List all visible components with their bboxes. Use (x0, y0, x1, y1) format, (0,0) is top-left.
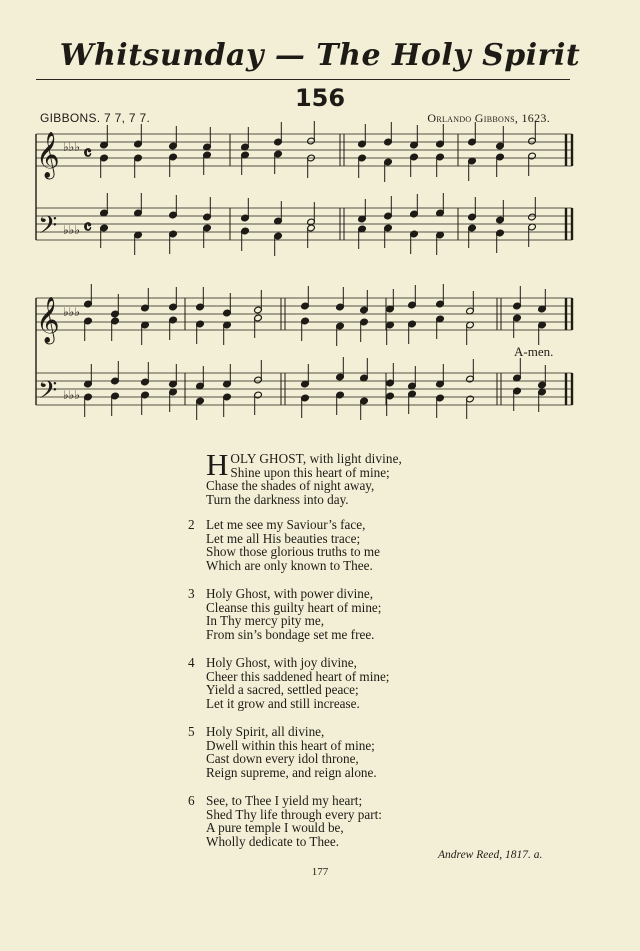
treble-clef-icon: 𝄞 (36, 132, 60, 178)
drop-cap: H (206, 447, 229, 482)
flat-sign-icon: ♭♭♭ (63, 305, 80, 319)
verse-line: OLY GHOST, with light divine, (230, 451, 402, 466)
verse-line: Dwell within this heart of mine; (206, 737, 375, 753)
verse-text (206, 518, 380, 572)
verse-line: Cheer this saddened heart of mine; (206, 668, 390, 684)
flat-sign-icon: ♭♭♭ (63, 140, 80, 154)
verse-line: Cleanse this guilty heart of mine; (206, 599, 382, 615)
verse-number: 5 (188, 724, 195, 739)
common-time-icon: 𝄴 (83, 141, 92, 165)
verse-line: Holy Ghost, with joy divine, (206, 655, 357, 670)
verse-line: Turn the darkness into day. (206, 491, 349, 507)
verse-text (206, 447, 402, 507)
verse-number: 3 (188, 586, 195, 601)
tune-name: GIBBONS. 7 7, 7 7. (40, 111, 151, 125)
verse-line: Let it grow and still increase. (206, 695, 360, 711)
composer: Orlando Gibbons, 1623. (427, 111, 550, 125)
verse-line: See, to Thee I yield my heart; (206, 793, 363, 808)
verse-line: In Thy mercy pity me, (206, 613, 325, 629)
flat-sign-icon: ♭♭♭ (63, 223, 80, 237)
verse-line: From sin’s bondage set me free. (206, 626, 375, 642)
common-time-icon: 𝄴 (83, 215, 92, 239)
verse-number: 4 (188, 655, 195, 670)
verse-line: Yield a sacred, settled peace; (206, 682, 359, 698)
verse-number: 2 (188, 517, 195, 532)
hymn-number: 156 (294, 84, 346, 112)
verse-line: Wholly dedicate to Thee. (206, 833, 340, 849)
verse-number: 6 (188, 793, 195, 808)
score-glyphs (36, 132, 92, 411)
verse-line: Let me all His beauties trace; (206, 530, 361, 546)
verse-line: Chase the shades of night away, (206, 478, 375, 494)
verse-text (206, 794, 382, 848)
verse-text (206, 725, 377, 779)
verse-line: Cast down every idol throne, (206, 751, 359, 767)
verse-line: Which are only known to Thee. (206, 557, 373, 573)
verse-line: Let me see my Saviour’s face, (206, 517, 366, 532)
verse-line: A pure temple I would be, (206, 820, 344, 836)
verse-line: Holy Ghost, with power divine, (206, 586, 374, 601)
verse-line: Holy Spirit, all divine, (206, 724, 325, 739)
treble-clef-icon: 𝄞 (36, 297, 60, 343)
verse-line: Show those glorious truths to me (206, 544, 381, 560)
page-number: 177 (311, 866, 329, 878)
verse-line: Shine upon this heart of mine; (230, 464, 390, 480)
page-title: Whitsunday — The Holy Spirit (59, 38, 581, 73)
attribution: Andrew Reed, 1817. a. (438, 849, 543, 861)
verse-text (206, 656, 389, 710)
verse-text (206, 587, 381, 641)
bass-clef-icon: 𝄢 (38, 376, 58, 411)
flat-sign-icon: ♭♭♭ (63, 388, 80, 402)
verse-line: Reign supreme, and reign alone. (206, 764, 377, 780)
amen-label: A-men. (514, 344, 554, 359)
bass-clef-icon: 𝄢 (38, 211, 58, 246)
verse-line: Shed Thy life through every part: (206, 806, 382, 822)
score-lines (36, 134, 572, 405)
